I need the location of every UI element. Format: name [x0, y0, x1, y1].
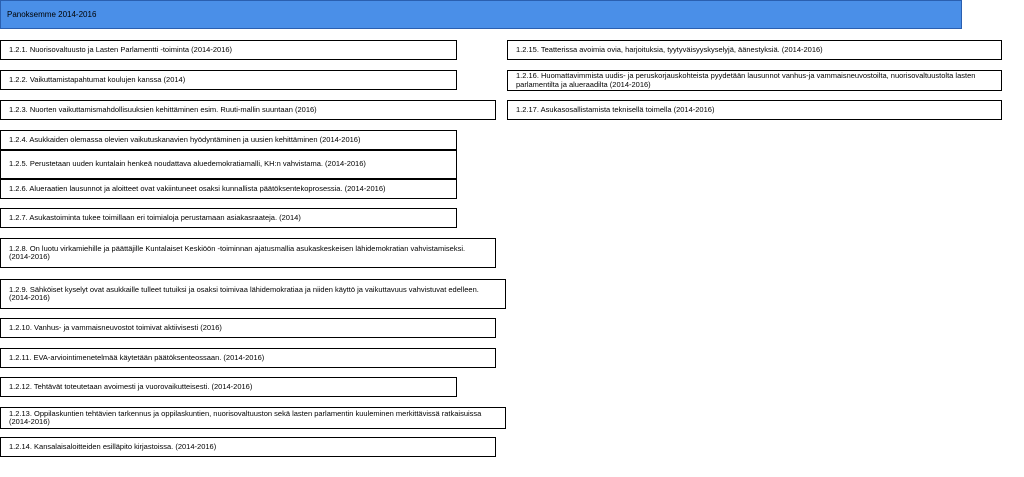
goal-text: 1.2.2. Vaikuttamistapahtumat koulujen kanssa (2014) [9, 74, 186, 84]
goal-text: 1.2.13. Oppilaskuntien tehtävien tarkennus ja oppilaskuntien, nuorisovaltuuston sekä lasten parlamentin kuuleminen merkittävissä ratkaisuissa (2014-2016) [9, 408, 482, 426]
goal-text: 1.2.9. Sähköiset kyselyt ovat asukkaille tulleet tutuiksi ja osaksi toimivaa lähidemokratiaa ja niiden käyttö ja vaikuttavuus vahvistuvat edelleen. (2014-2016) [9, 284, 479, 302]
goal-box-1-2-14 [0, 437, 496, 457]
goal-text: 1.2.16. Huomattavimmista uudis- ja peruskorjauskohteista pyydetään lausunnot vanhus-ja vammaisneuvostoilta, nuorisovaltuustolta lasten parlamentilta ja alueraadilta (2014-2016) [516, 71, 976, 89]
goal-box-1-2-10 [0, 318, 496, 338]
goal-text: 1.2.17. Asukasosallistamista teknisellä toimella (2014-2016) [516, 104, 715, 114]
goal-box-1-2-17 [507, 100, 1002, 120]
goal-box-1-2-2 [0, 70, 457, 90]
goal-text: 1.2.12. Tehtävät toteutetaan avoimesti ja vuorovaikutteisesti. (2014-2016) [9, 381, 253, 391]
goal-box-1-2-4 [0, 130, 457, 150]
goal-box-1-2-3 [0, 100, 496, 120]
goal-box-1-2-8 [0, 238, 496, 268]
goal-text: 1.2.3. Nuorten vaikuttamismahdollisuuksien kehittäminen esim. Ruuti-mallin suuntaan (2016) [9, 104, 317, 114]
goal-text: 1.2.1. Nuorisovaltuusto ja Lasten Parlamentti -toiminta (2014-2016) [9, 44, 233, 54]
goal-box-1-2-7 [0, 208, 457, 228]
goal-box-1-2-11 [0, 348, 496, 368]
goal-box-1-2-1 [0, 40, 457, 60]
goal-text: 1.2.10. Vanhus- ja vammaisneuvostot toimivat aktiivisesti (2016) [9, 322, 222, 332]
goal-text: 1.2.7. Asukastoiminta tukee toimillaan eri toimialoja perustamaan asiakasraateja. (2014) [9, 212, 301, 222]
goal-box-1-2-12 [0, 377, 457, 397]
goal-text: 1.2.14. Kansalaisaloitteiden esilläpito kirjastoissa. (2014-2016) [9, 441, 217, 451]
goal-box-1-2-15 [507, 40, 1002, 60]
goal-text: 1.2.4. Asukkaiden olemassa olevien vaikutuskanavien hyödyntäminen ja uusien kehittäminen (2014-2016) [9, 134, 361, 144]
goal-box-1-2-9 [0, 279, 506, 309]
goal-box-1-2-5 [0, 150, 457, 179]
section-title: Panoksemme 2014-2016 [7, 10, 97, 19]
goal-box-1-2-16 [507, 70, 1002, 91]
goal-text: 1.2.11. EVA-arviointimenetelmää käytetään päätöksenteossaan. (2014-2016) [9, 352, 265, 362]
goal-box-1-2-6 [0, 179, 457, 199]
section-header [0, 0, 962, 29]
goal-box-1-2-13 [0, 407, 506, 429]
goal-text: 1.2.15. Teatterissa avoimia ovia, harjoituksia, tyytyväisyyskyselyjä, äänestyksiä. (2014-2016) [516, 44, 823, 54]
goal-text: 1.2.6. Alueraatien lausunnot ja aloitteet ovat vakiintuneet osaksi kunnallista päätöksentekoprosessia. (2014-2016) [9, 183, 386, 193]
goal-text: 1.2.8. On luotu virkamiehille ja päättäjille Kuntalaiset Keskiöön -toiminnan ajatusmallia asukaskeskeisen lähidemokratian vahvistamiseksi. (2014-2016) [9, 243, 466, 261]
goal-text: 1.2.5. Perustetaan uuden kuntalain henkeä noudattava aluedemokratiamalli, KH:n vahvistama. (2014-2016) [9, 159, 366, 169]
